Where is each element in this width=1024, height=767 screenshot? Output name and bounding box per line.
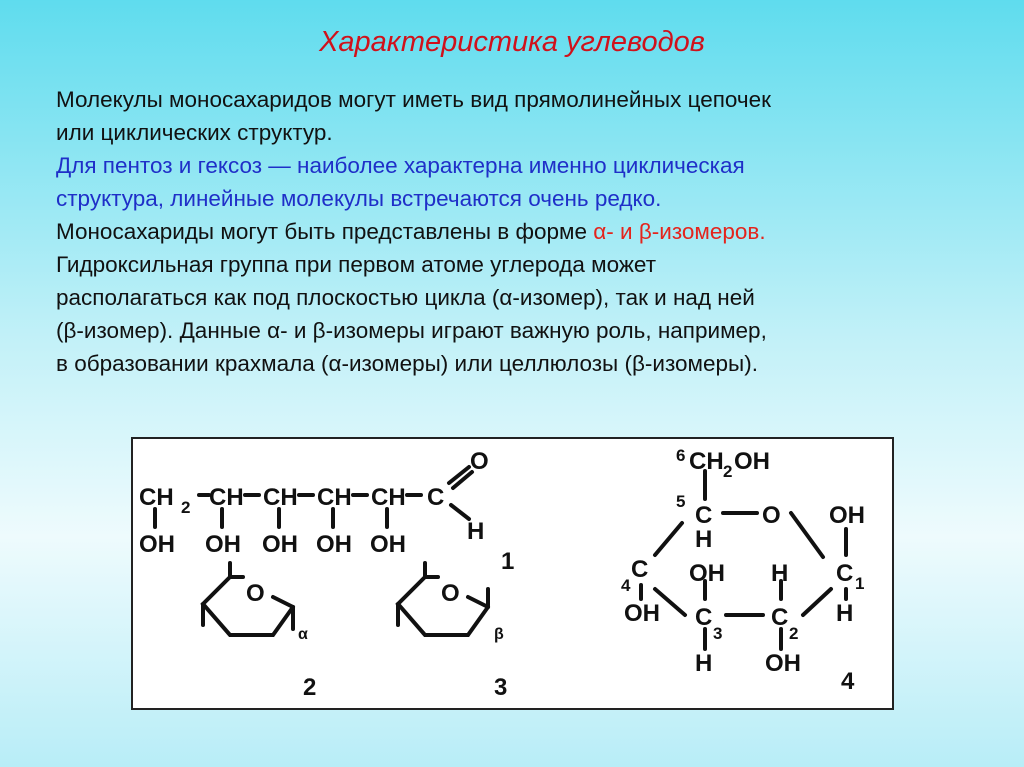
text-line-8: (β-изомер). Данные α- и β-изомеры играют важную роль, например, bbox=[56, 318, 767, 343]
haworth-ch2-subscript: 2 bbox=[723, 462, 733, 481]
haworth-c1: C bbox=[836, 560, 854, 587]
beta-symbol: β bbox=[494, 626, 504, 643]
chain-oh-4: OH bbox=[316, 531, 352, 558]
structure-diagram-panel bbox=[131, 437, 894, 710]
haworth-num-1: 1 bbox=[855, 574, 865, 593]
alpha-ring-o: O bbox=[246, 580, 265, 607]
text-line-1: Молекулы моносахаридов могут иметь вид прямолинейных цепочек bbox=[56, 87, 772, 112]
haworth-c3: C bbox=[695, 604, 713, 631]
chain-ch-3: CH bbox=[317, 484, 352, 511]
structure-diagram bbox=[133, 439, 892, 708]
text-line-7: располагаться как под плоскостью цикла (α-изомер), так и над ней bbox=[56, 285, 755, 310]
chain-oh-1: OH bbox=[139, 531, 175, 558]
haworth-num-5: 5 bbox=[676, 492, 686, 511]
haworth-num-4: 4 bbox=[621, 576, 631, 595]
chain-oh-3: OH bbox=[262, 531, 298, 558]
alpha-symbol: α bbox=[298, 626, 308, 643]
chain-ch-4: CH bbox=[371, 484, 406, 511]
text-line-6: Гидроксильная группа при первом атоме углерода может bbox=[56, 252, 656, 277]
chain-o: O bbox=[470, 448, 489, 475]
text-line-4: структура, линейные молекулы встречаются очень редко. bbox=[56, 186, 662, 211]
haworth-num-3: 3 bbox=[713, 624, 723, 643]
chain-c-aldehyde: C bbox=[427, 484, 445, 511]
haworth-num-2: 2 bbox=[789, 624, 799, 643]
haworth-c4: C bbox=[631, 556, 649, 583]
haworth-oh-3: OH bbox=[689, 560, 725, 587]
text-line-2: или циклических структур. bbox=[56, 120, 333, 145]
text-line-3: Для пентоз и гексоз — наиболее характерна именно циклическая bbox=[56, 153, 745, 178]
haworth-c2: C bbox=[771, 604, 789, 631]
beta-ring-o: O bbox=[441, 580, 460, 607]
text-line-5-isomers: α- и β-изомеров. bbox=[593, 219, 766, 244]
haworth-oh-1: OH bbox=[829, 502, 865, 529]
haworth-h5: H bbox=[695, 526, 713, 553]
haworth-h3: H bbox=[695, 650, 713, 677]
haworth-h2: H bbox=[771, 560, 789, 587]
text-line-5 bbox=[56, 215, 986, 248]
haworth-oh-4: OH bbox=[624, 600, 660, 627]
chain-ch2: CH bbox=[139, 484, 174, 511]
haworth-oh-6: OH bbox=[734, 448, 770, 475]
chain-ch2-subscript: 2 bbox=[181, 498, 191, 517]
slide-body bbox=[56, 83, 986, 380]
haworth-ring-o: O bbox=[762, 502, 781, 529]
chain-h: H bbox=[467, 518, 485, 545]
text-line-5-start: Моносахариды могут быть представлены в форме bbox=[56, 219, 594, 244]
structure-label-3: 3 bbox=[494, 674, 508, 701]
slide-title: Характеристика углеводов bbox=[319, 26, 705, 58]
chain-ch-2: CH bbox=[263, 484, 298, 511]
structure-label-1: 1 bbox=[501, 548, 515, 575]
chain-oh-5: OH bbox=[370, 531, 406, 558]
chain-oh-2: OH bbox=[205, 531, 241, 558]
haworth-ch2: CH bbox=[689, 448, 724, 475]
structure-label-2: 2 bbox=[303, 674, 317, 701]
structure-label-4: 4 bbox=[841, 668, 855, 695]
chain-ch-1: CH bbox=[209, 484, 244, 511]
haworth-c5: C bbox=[695, 502, 713, 529]
haworth-num-6: 6 bbox=[676, 446, 686, 465]
text-line-9: в образовании крахмала (α-изомеры) или целлюлозы (β-изомеры). bbox=[56, 351, 758, 376]
haworth-oh-2: OH bbox=[765, 650, 801, 677]
haworth-h1: H bbox=[836, 600, 854, 627]
